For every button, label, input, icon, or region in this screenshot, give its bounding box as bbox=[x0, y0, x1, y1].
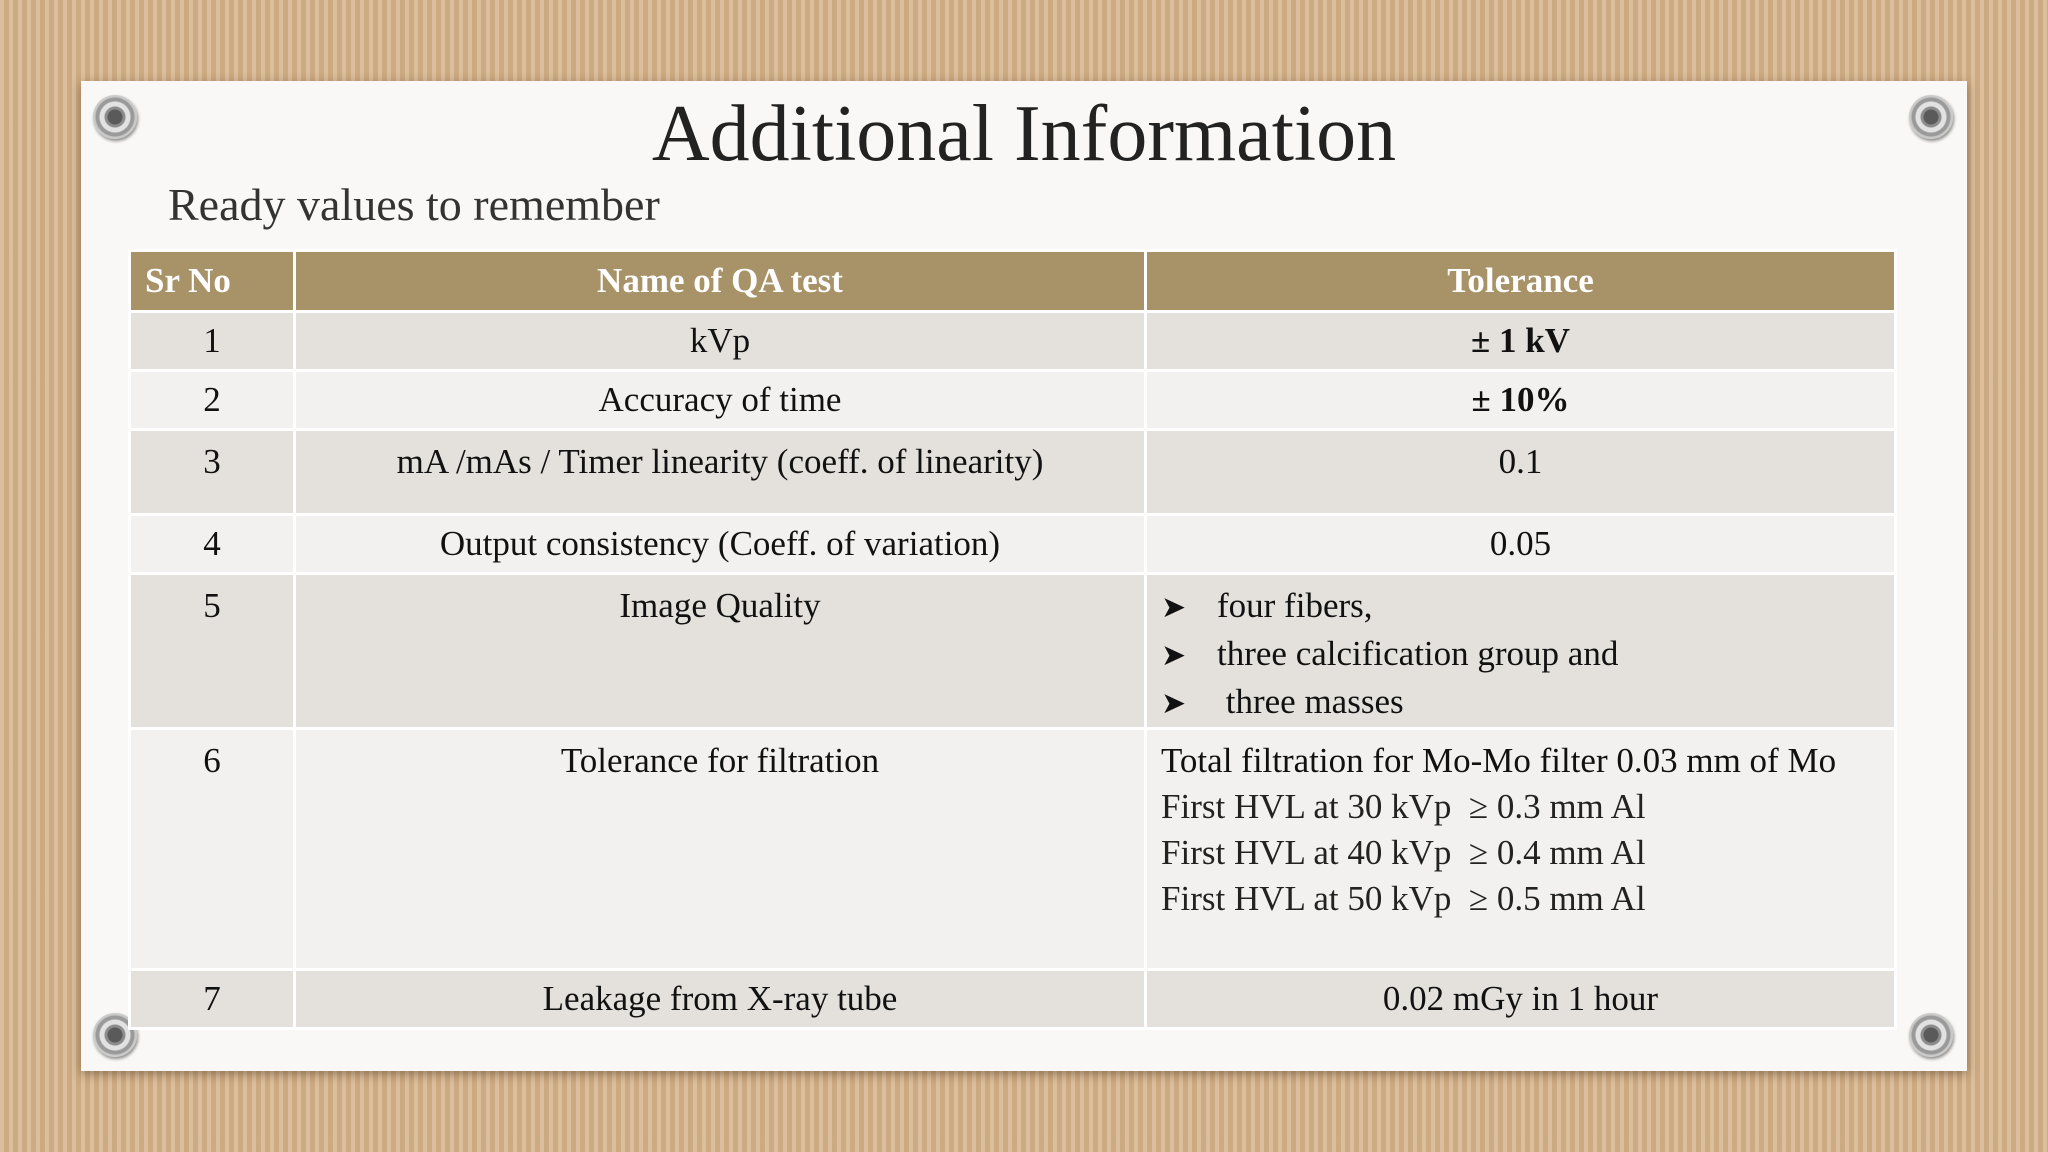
qa-tolerance-table bbox=[128, 249, 1897, 1030]
cell-sr: 5 bbox=[130, 574, 295, 729]
table-row bbox=[130, 729, 1896, 970]
cell-tolerance bbox=[1146, 574, 1896, 729]
hvl-line: First HVL at 50 kVp ≥ 0.5 mm Al bbox=[1161, 879, 1646, 918]
slide-title: Additional Information bbox=[651, 90, 1397, 178]
cell-tolerance: 0.1 bbox=[1146, 430, 1896, 515]
cell-sr: 3 bbox=[130, 430, 295, 515]
table-row bbox=[130, 371, 1896, 430]
table-header-row bbox=[130, 251, 1896, 312]
arrowhead-bullet-icon: ➤ bbox=[1161, 686, 1187, 721]
grommet-icon bbox=[1909, 1013, 1953, 1057]
cell-tolerance: 0.02 mGy in 1 hour bbox=[1146, 970, 1896, 1029]
cell-sr: 6 bbox=[130, 729, 295, 970]
cell-sr: 1 bbox=[130, 312, 295, 371]
table-row bbox=[130, 430, 1896, 515]
list-item: ➤ four fibers, bbox=[1161, 583, 1880, 631]
cell-tolerance: 0.05 bbox=[1146, 515, 1896, 574]
header-tolerance: Tolerance bbox=[1146, 251, 1896, 312]
cell-test: Output consistency (Coeff. of variation) bbox=[295, 515, 1146, 574]
header-sr-no: Sr No bbox=[130, 251, 295, 312]
cell-tolerance bbox=[1146, 729, 1896, 970]
header-test-name: Name of QA test bbox=[295, 251, 1146, 312]
tolerance-bullet-list bbox=[1161, 583, 1880, 727]
cell-tolerance: ± 1 kV bbox=[1146, 312, 1896, 371]
arrowhead-bullet-icon: ➤ bbox=[1161, 638, 1187, 673]
table-row bbox=[130, 970, 1896, 1029]
hvl-line: First HVL at 40 kVp ≥ 0.4 mm Al bbox=[1161, 833, 1646, 872]
cell-test: mA /mAs / Timer linearity (coeff. of linearity) bbox=[295, 430, 1146, 515]
cell-sr: 7 bbox=[130, 970, 295, 1029]
filtration-total: Total filtration for Mo-Mo filter 0.03 mm of Mo bbox=[1161, 741, 1837, 780]
cell-test: Image Quality bbox=[295, 574, 1146, 729]
cell-sr: 4 bbox=[130, 515, 295, 574]
arrowhead-bullet-icon: ➤ bbox=[1161, 590, 1187, 625]
list-item: ➤ three calcification group and bbox=[1161, 631, 1880, 679]
cell-tolerance: ± 10% bbox=[1146, 371, 1896, 430]
cell-sr: 2 bbox=[130, 371, 295, 430]
cell-test: Leakage from X-ray tube bbox=[295, 970, 1146, 1029]
hvl-line: First HVL at 30 kVp ≥ 0.3 mm Al bbox=[1161, 787, 1646, 826]
table-row bbox=[130, 574, 1896, 729]
table-row bbox=[130, 515, 1896, 574]
table-row bbox=[130, 312, 1896, 371]
slide-subtitle: Ready values to remember bbox=[168, 179, 660, 230]
cell-test: Tolerance for filtration bbox=[295, 729, 1146, 970]
cell-test: Accuracy of time bbox=[295, 371, 1146, 430]
cell-test: kVp bbox=[295, 312, 1146, 371]
list-item: ➤ three masses bbox=[1161, 679, 1880, 727]
